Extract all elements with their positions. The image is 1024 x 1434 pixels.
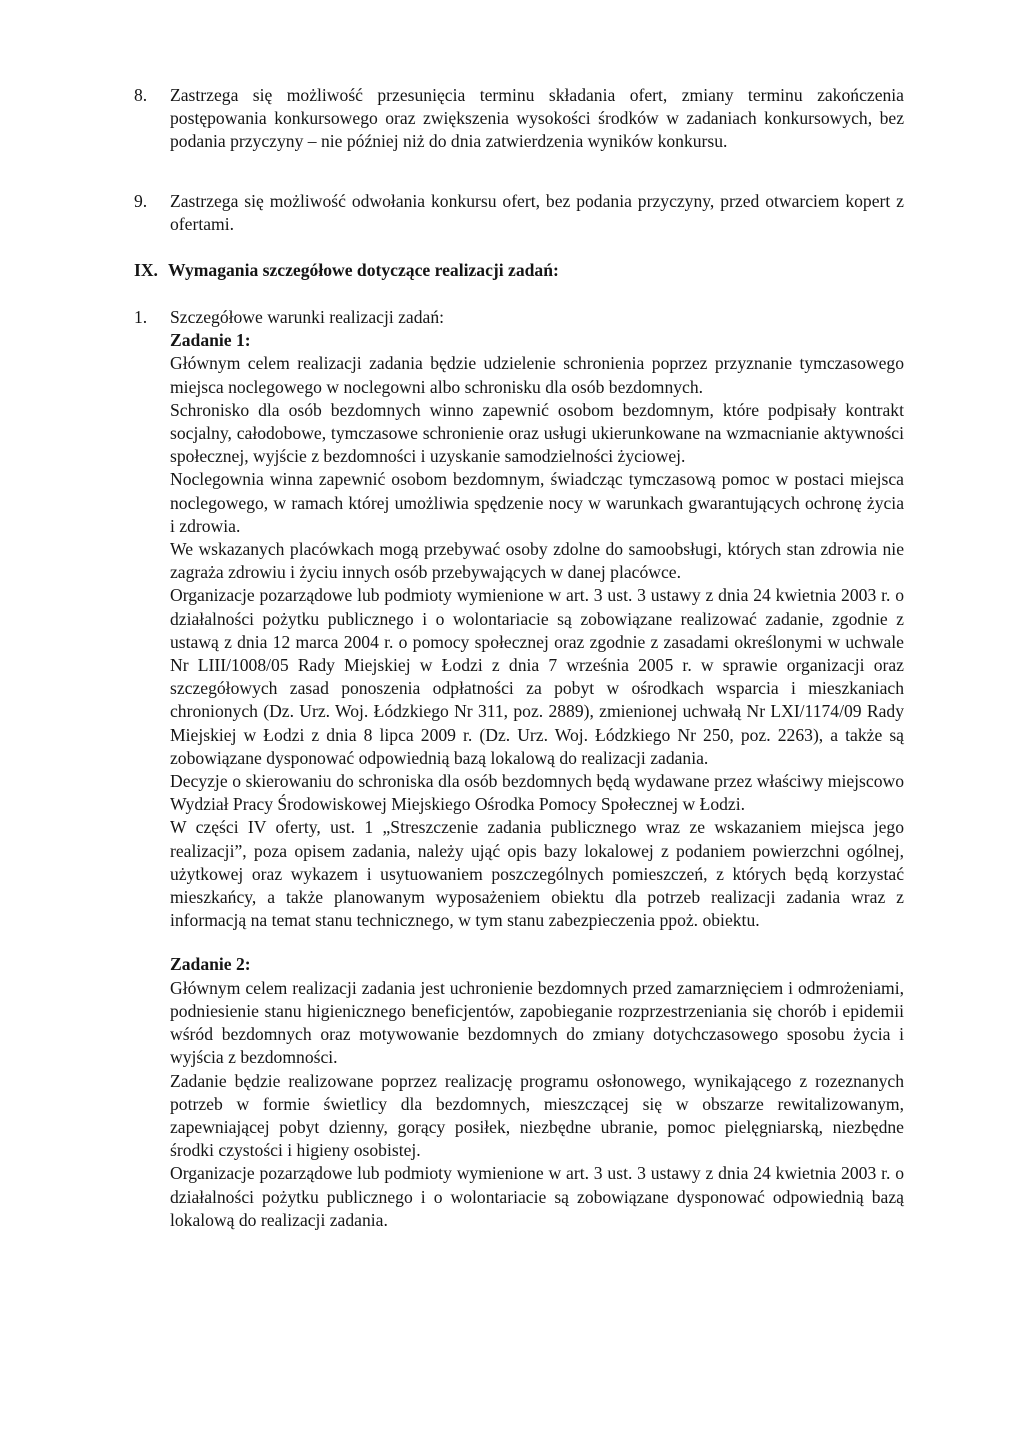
clause-text: Zastrzega się możliwość przesunięcia terminu składania ofert, zmiany terminu zakończenia postępowania konkursowego oraz zwiększenia wysokości środków w zadaniach konkursowych, bez podania przyczyny – nie później niż do dnia zatwierdzenia wyników konkursu. bbox=[170, 85, 904, 152]
task-2-paragraph: Głównym celem realizacji zadania jest uchronienie bezdomnych przed zamarznięciem i odmrożeniami, podniesienie stanu higienicznego beneficjentów, zapobieganie rozprzestrzeniania się chorób i epidemii wśród bezdomnych oraz motywowanie bezdomnych do zmiany dotychczasowego sposobu życia i wyjścia z bezdomności. bbox=[170, 977, 904, 1068]
clause-9 bbox=[134, 190, 904, 236]
task-2-title: Zadanie 2: bbox=[170, 954, 251, 975]
clause-text: Zastrzega się możliwość odwołania konkursu ofert, bez podania przyczyny, przed otwarciem kopert z ofertami. bbox=[170, 191, 904, 235]
task-2-paragraph: Organizacje pozarządowe lub podmioty wymienione w art. 3 ust. 3 ustawy z dnia 24 kwietnia 2003 r. o działalności pożytku publicznego i o wolontariacie są zobowiązane dysponować odpowiednią bazą lokalową do realizacji zadania. bbox=[170, 1163, 904, 1230]
task-2-paragraph: Zadanie będzie realizowane poprzez realizację programu osłonowego, wynikającego z rozeznanych potrzeb w formie świetlicy dla bezdomnych, mieszczącej się w obszarze rewitalizowanym, zapewniającej pobyt dzienny, gorący posiłek, niezbędne ubranie, pomoc pielęgniarską, niezbędne środki czystości i higieny osobistej. bbox=[170, 1070, 904, 1161]
task-1-paragraph: Organizacje pozarządowe lub podmioty wymienione w art. 3 ust. 3 ustawy z dnia 24 kwietnia 2003 r. o działalności pożytku publicznego i o wolontariacie są zobowiązane realizować zadanie, zgodnie z ustawą z dnia 12 marca 2004 r. o pomocy społecznej oraz zgodnie z zasadami określonymi w uchwale Nr LIII/1008/05 Rady Miejskiej w Łodzi z dnia 7 września 2005 r. w sprawie organizacji oraz szczegółowych zasad ponoszenia odpłatności za pobyt w ośrodkach wsparcia i mieszkaniach chronionych (Dz. Urz. Woj. Łódzkiego Nr 311, poz. 2889), zmienionej uchwałą Nr LXI/1174/09 Rady Miejskiej w Łodzi z dnia 8 lipca 2009 r. (Dz. Urz. Woj. Łódzkiego Nr 250, poz. 2263), a także są zobowiązane dysponować odpowiednią bazą lokalową do realizacji zadania. bbox=[170, 585, 904, 768]
subsection-number: 1. bbox=[134, 307, 148, 327]
section-heading bbox=[134, 259, 904, 282]
paragraph-gap bbox=[170, 932, 904, 953]
section-title: Wymagania szczegółowe dotyczące realizacji zadań: bbox=[168, 260, 559, 280]
task-1-paragraph: Decyzje o skierowaniu do schroniska dla osób bezdomnych będą wydawane przez właściwy miejscowo Wydział Pracy Środowiskowej Miejskiego Ośrodka Pomocy Społecznej w Łodzi. bbox=[170, 771, 904, 815]
task-1-title: Zadanie 1: bbox=[170, 330, 251, 351]
task-1-paragraph: Schronisko dla osób bezdomnych winno zapewnić osobom bezdomnym, które podpisały kontrakt socjalny, całodobowe, tymczasowe schronienie oraz usługi ukierunkowane na wzmacnianie aktywności społecznej, wyjście z bezdomności i uzyskanie samodzielności życiowej. bbox=[170, 399, 904, 467]
task-1-paragraph: We wskazanych placówkach mogą przebywać osoby zdolne do samoobsługi, których stan zdrowia nie zagraża zdrowiu i życiu innych osób przebywających w danej placówce. bbox=[170, 539, 904, 583]
clause-number: 8. bbox=[134, 85, 148, 105]
task-1-paragraph: Noclegownia winna zapewnić osobom bezdomnym, świadcząc tymczasową pomoc w postaci miejsca noclegowego, w ramach której umożliwia spędzenie nocy w warunkach gwarantujących ochronę życia i zdrowia. bbox=[170, 469, 904, 536]
subsection-1 bbox=[134, 306, 904, 1232]
task-1-paragraph: W części IV oferty, ust. 1 „Streszczenie zadania publicznego wraz ze wskazaniem miejsca jego realizacji”, poza opisem zadania, należy ująć opis bazy lokalowej z podaniem powierzchni ogólnej, użytkowej oraz wykazem i usytuowaniem poszczególnych pomieszczeń, z których będą korzystać mieszkańcy, a także planowanym wyposażeniem obiektu dla potrzeb realizacji zadania wraz z informacją na temat stanu technicznego, w tym stanu zabezpieczenia ppoż. obiektu. bbox=[170, 817, 904, 931]
task-1-paragraph: Głównym celem realizacji zadania będzie udzielenie schronienia poprzez przyznanie tymczasowego miejsca noclegowego w noclegowni albo schronisku dla osób bezdomnych. bbox=[170, 353, 904, 397]
clause-number: 9. bbox=[134, 191, 148, 211]
subsection-title: Szczegółowe warunki realizacji zadań: bbox=[170, 307, 445, 327]
section-number: IX. bbox=[134, 260, 158, 280]
subsection-content bbox=[170, 306, 904, 1232]
clause-8 bbox=[134, 84, 904, 154]
